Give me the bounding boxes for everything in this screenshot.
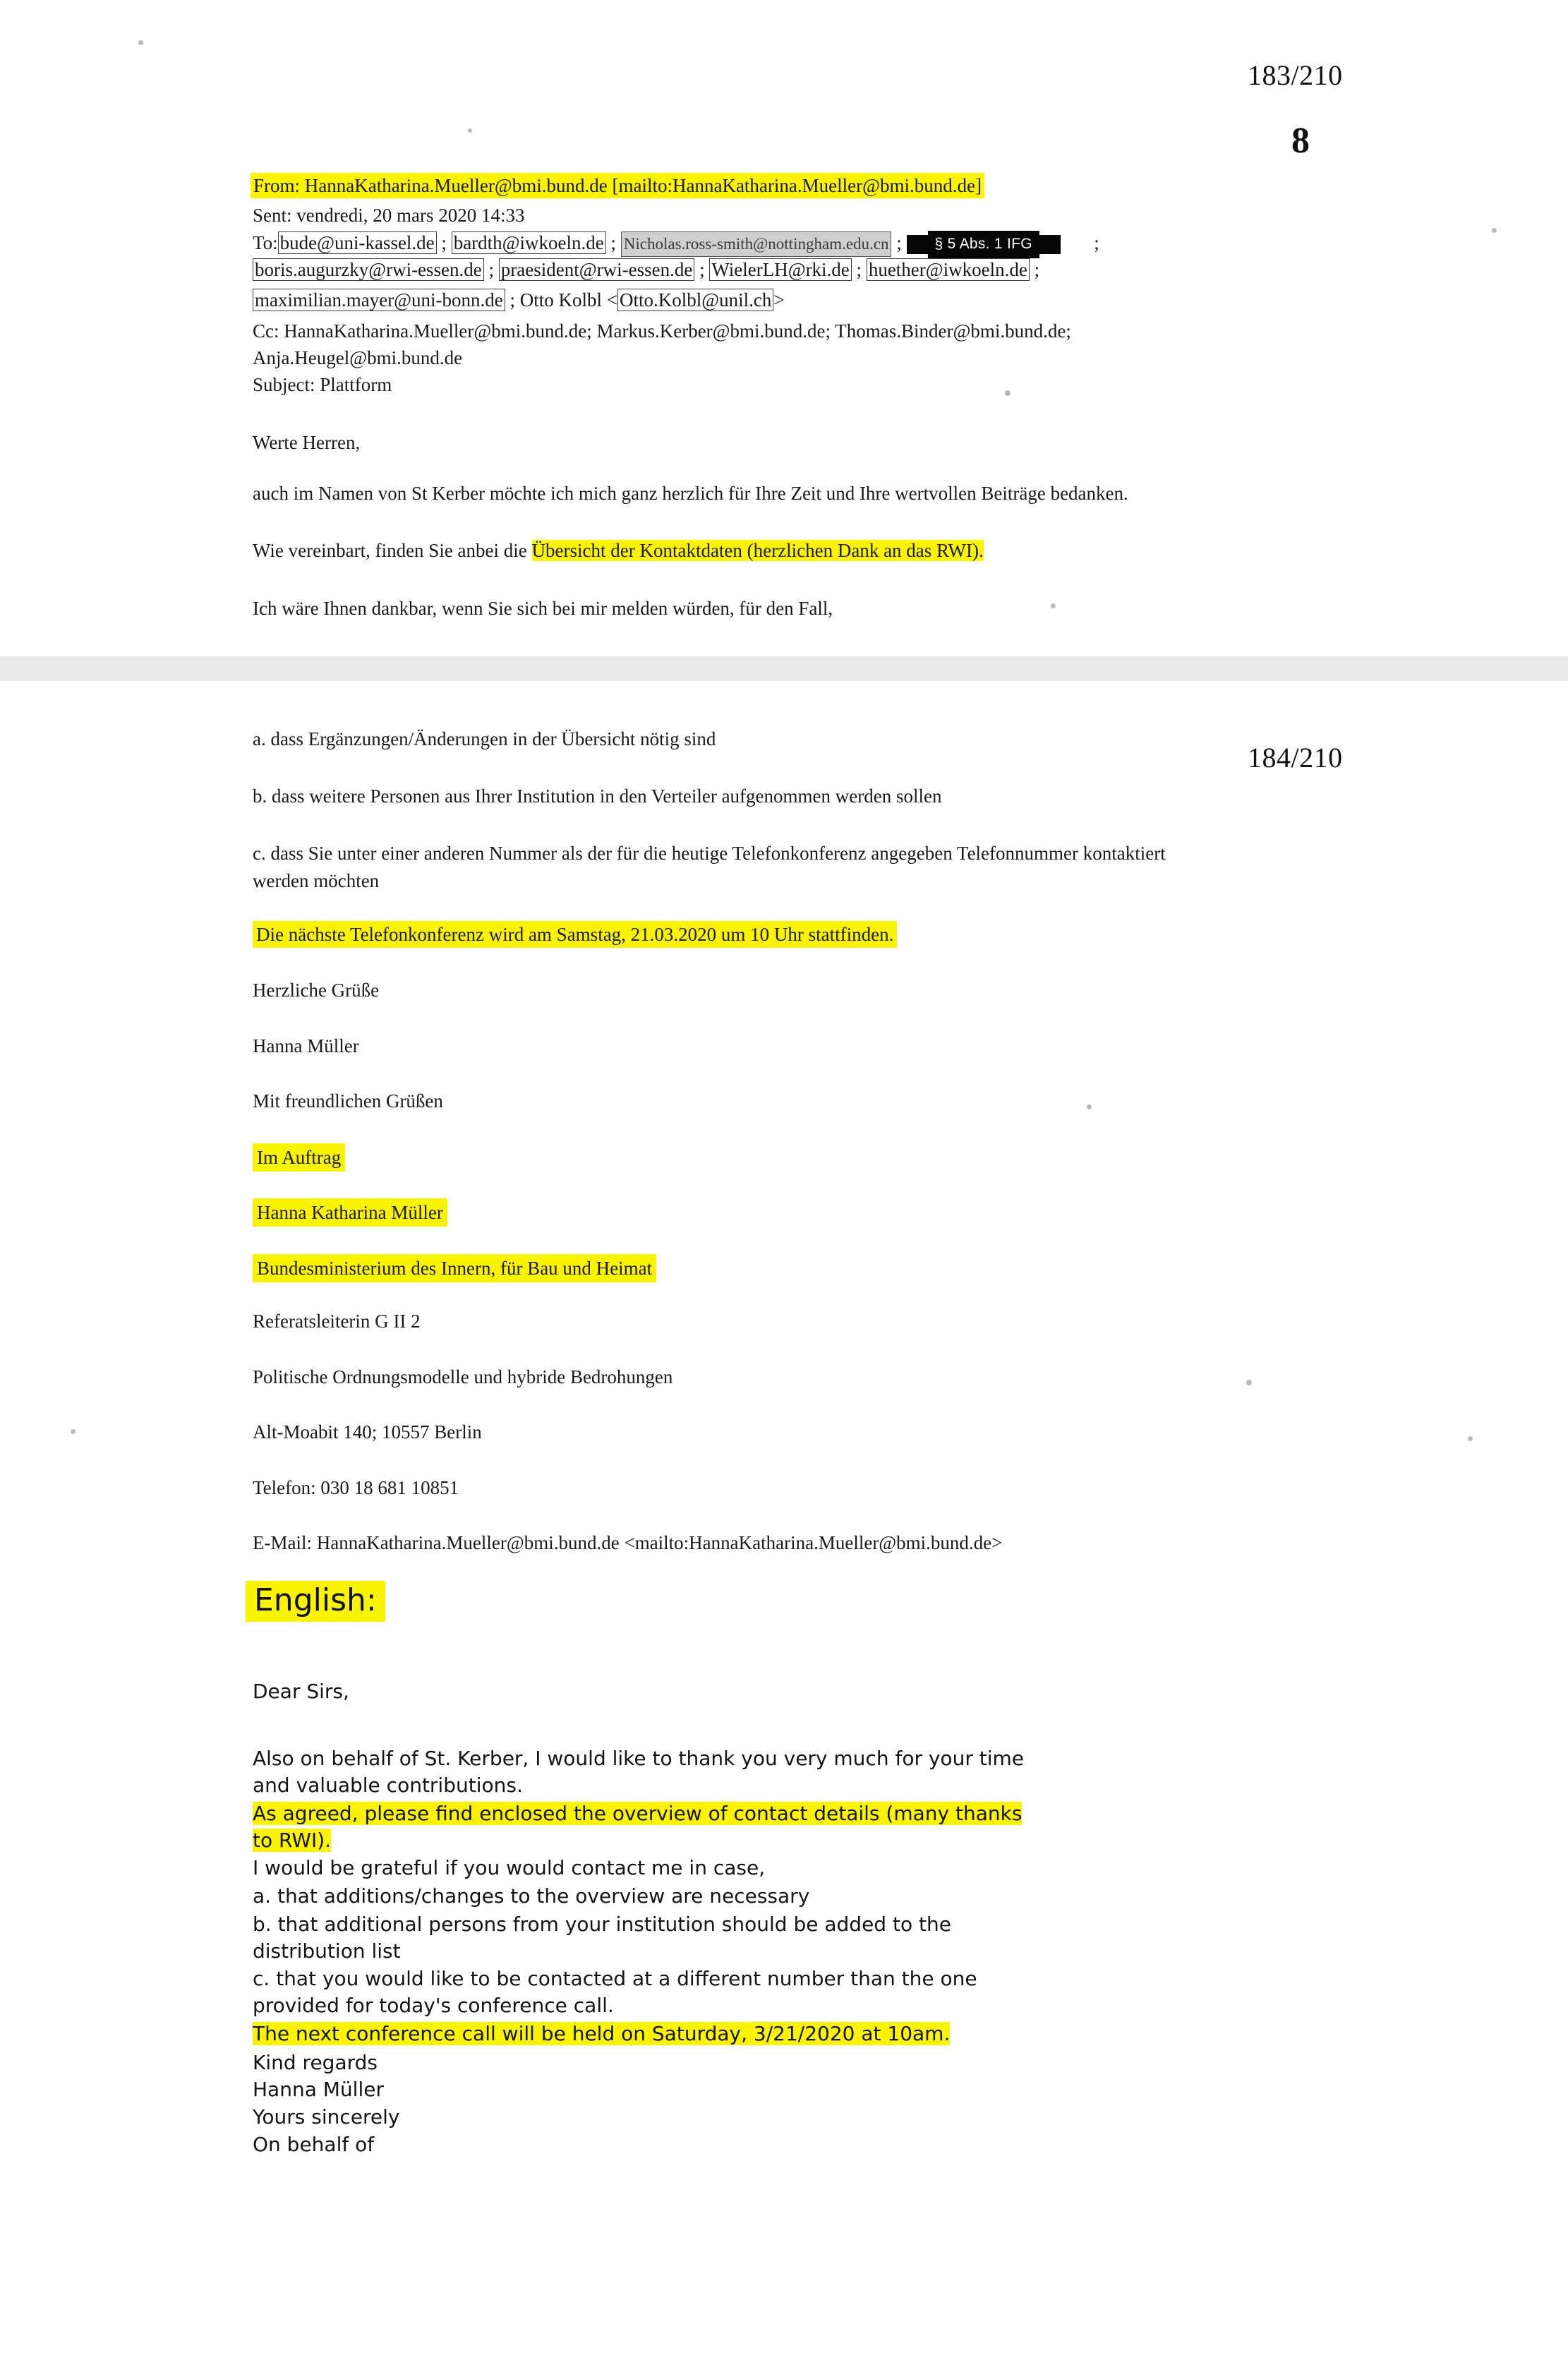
english-next-call: [253, 2021, 950, 2047]
scan-speck: [1246, 1380, 1252, 1385]
to-recipient-10: Otto.Kolbl@unil.ch: [617, 289, 773, 311]
email-cc-line-2: Anja.Heugel@bmi.bund.de: [253, 347, 463, 368]
english-item-b-line-1: b. that additional persons from your institution should be added to the: [253, 1913, 951, 1936]
email-to-line-2: [253, 258, 1039, 282]
german-paragraph-2: [253, 538, 984, 562]
german-paragraph-3: Ich wäre Ihnen dankbar, wenn Sie sich bei mir melden würden, für den Fall,: [253, 598, 833, 619]
redaction-block: [907, 235, 928, 254]
sep: ;: [851, 259, 867, 280]
scan-speck: [1492, 228, 1497, 233]
email-to-line-1: [253, 231, 1099, 258]
german-closing-1: Herzliche Grüße: [253, 980, 380, 1001]
english-item-c-line-1: c. that you would like to be contacted at a different number than the one: [253, 1967, 977, 1990]
to-recipient-6: WielerLH@rki.de: [709, 258, 851, 281]
redaction-block: [1039, 235, 1061, 254]
sep: ;: [483, 259, 499, 280]
german-next-call-highlight: Die nächste Telefonkonferenz wird am Samstag, 21.03.2020 um 10 Uhr stattfinden.: [253, 921, 897, 948]
english-closing-3: On behalf of: [253, 2133, 375, 2156]
to-recipient-5: praesident@rwi-essen.de: [499, 258, 695, 281]
scan-speck: [138, 40, 143, 45]
signature-role: Referatsleiterin G II 2: [253, 1311, 421, 1332]
sep: ;: [505, 289, 520, 311]
german-salutation: Werte Herren,: [253, 432, 361, 453]
sent-value: vendredi, 20 mars 2020 14:33: [296, 205, 525, 226]
english-section-title: English:: [246, 1581, 385, 1622]
sep: ;: [694, 259, 710, 280]
page-number-1: 183/210: [1248, 59, 1343, 91]
subject-value: Plattform: [320, 374, 392, 395]
email-from-line: [251, 173, 984, 198]
email-cc-line-1: [253, 319, 1071, 343]
to-recipient-8: maximilian.mayer@uni-bonn.de: [253, 289, 505, 311]
german-item-c-line-1: c. dass Sie unter einer anderen Nummer als der für die heutige Telefonkonferenz angegeben Telefonnummer kontaktiert: [253, 843, 1166, 864]
scan-speck: [1005, 390, 1011, 396]
sep: ;: [1029, 259, 1040, 280]
stamp-number: 8: [1291, 121, 1310, 161]
english-closing-2: Yours sincerely: [253, 2105, 400, 2129]
signature-ministry: Bundesministerium des Innern, für Bau und Heimat: [253, 1254, 656, 1282]
scan-speck: [71, 1429, 76, 1434]
english-paragraph-1-line-2: and valuable contributions.: [253, 1774, 523, 1797]
email-to-line-3: [253, 288, 785, 312]
signature-address: Alt-Moabit 140; 10557 Berlin: [253, 1421, 482, 1443]
german-paragraph-2-highlight: Übersicht der Kontaktdaten (herzlichen Dank an das RWI).: [531, 540, 984, 561]
signature-phone: Telefon: 030 18 681 10851: [253, 1477, 459, 1498]
email-sent-line: [253, 203, 524, 227]
english-next-call-highlight: The next conference call will be held on Saturday, 3/21/2020 at 10am.: [253, 2022, 951, 2045]
german-closing-2: Mit freundlichen Grüßen: [253, 1090, 443, 1112]
english-item-c-line-2: provided for today's conference call.: [253, 1994, 614, 2017]
page-number-2: 184/210: [1248, 742, 1343, 773]
scan-speck: [468, 128, 472, 133]
english-paragraph-1-line-1: Also on behalf of St. Kerber, I would like to thank you very much for your time: [253, 1747, 1024, 1770]
german-item-b: b. dass weitere Personen aus Ihrer Institution in den Verteiler aufgenommen werden sollen: [253, 785, 942, 807]
to-recipient-9: Otto Kolbl: [519, 289, 603, 311]
cc-label: Cc:: [253, 320, 279, 342]
english-paragraph-2-hl-2: to RWI).: [253, 1829, 332, 1852]
subject-label: Subject:: [253, 374, 315, 395]
signature-unit: Politische Ordnungsmodelle und hybride Bedrohungen: [253, 1366, 673, 1387]
to-recipient-0: bude@uni-kassel.de: [278, 231, 437, 254]
sep: ;: [605, 232, 621, 253]
page-separator: [0, 656, 1568, 681]
german-item-c-line-2: werden möchten: [253, 870, 380, 891]
to-label: To:: [253, 232, 278, 253]
english-closing-1: Kind regards: [253, 2051, 378, 2074]
german-paragraph-1: auch im Namen von St Kerber möchte ich mich ganz herzlich für Ihre Zeit und Ihre wertvollen Beiträge bedanken.: [253, 483, 1128, 504]
english-paragraph-2-hl-1: As agreed, please find enclosed the overview of contact details (many thanks: [253, 1802, 1023, 1825]
cc-value: HannaKatharina.Mueller@bmi.bund.de; Markus.Kerber@bmi.bund.de; Thomas.Binder@bmi.bund.de;: [284, 320, 1071, 342]
from-label: From:: [253, 175, 301, 196]
signature-name: Hanna Katharina Müller: [253, 1198, 447, 1227]
to-recipient-7: huether@iwkoeln.de: [867, 258, 1030, 281]
sep: ;: [891, 232, 907, 253]
english-signer: Hanna Müller: [253, 2078, 384, 2101]
to-recipient-2: Nicholas.ross-smith@nottingham.edu.cn: [621, 231, 892, 257]
english-paragraph-2-line-2: [253, 1827, 331, 1854]
sep: ;: [1060, 232, 1099, 253]
redaction-label-ifg: § 5 Abs. 1 IFG: [928, 231, 1039, 258]
english-item-b-line-2: distribution list: [253, 1939, 401, 1963]
to-recipient-4: boris.augurzky@rwi-essen.de: [253, 258, 484, 281]
sent-label: Sent:: [253, 205, 292, 226]
german-signer: Hanna Müller: [253, 1035, 359, 1056]
to-recipient-1: bardth@iwkoeln.de: [452, 231, 606, 254]
scan-speck: [1468, 1436, 1473, 1441]
scan-speck: [1087, 1104, 1092, 1109]
english-paragraph-3: I would be grateful if you would contact me in case,: [253, 1856, 766, 1879]
signature-im-auftrag: Im Auftrag: [253, 1143, 345, 1172]
english-item-a: a. that additions/changes to the overview are necessary: [253, 1884, 810, 1908]
scan-speck: [1051, 603, 1056, 608]
sep: >: [773, 289, 785, 311]
signature-email: E-Mail: HannaKatharina.Mueller@bmi.bund.de <mailto:HannaKatharina.Mueller@bmi.bund.de>: [253, 1532, 1003, 1553]
document-page-2: [0, 681, 1568, 2372]
german-item-a: a. dass Ergänzungen/Änderungen in der Übersicht nötig sind: [253, 728, 716, 749]
sep: ;: [436, 232, 452, 253]
document-page-1: [0, 0, 1568, 656]
email-subject-line: [253, 373, 392, 397]
from-value: HannaKatharina.Mueller@bmi.bund.de [mailto:HannaKatharina.Mueller@bmi.bund.de]: [304, 175, 982, 196]
sep: <: [602, 289, 618, 311]
english-paragraph-2-line-1: [253, 1800, 1022, 1827]
english-salutation: Dear Sirs,: [253, 1680, 349, 1703]
german-paragraph-2-prefix: Wie vereinbart, finden Sie anbei die: [253, 540, 532, 561]
